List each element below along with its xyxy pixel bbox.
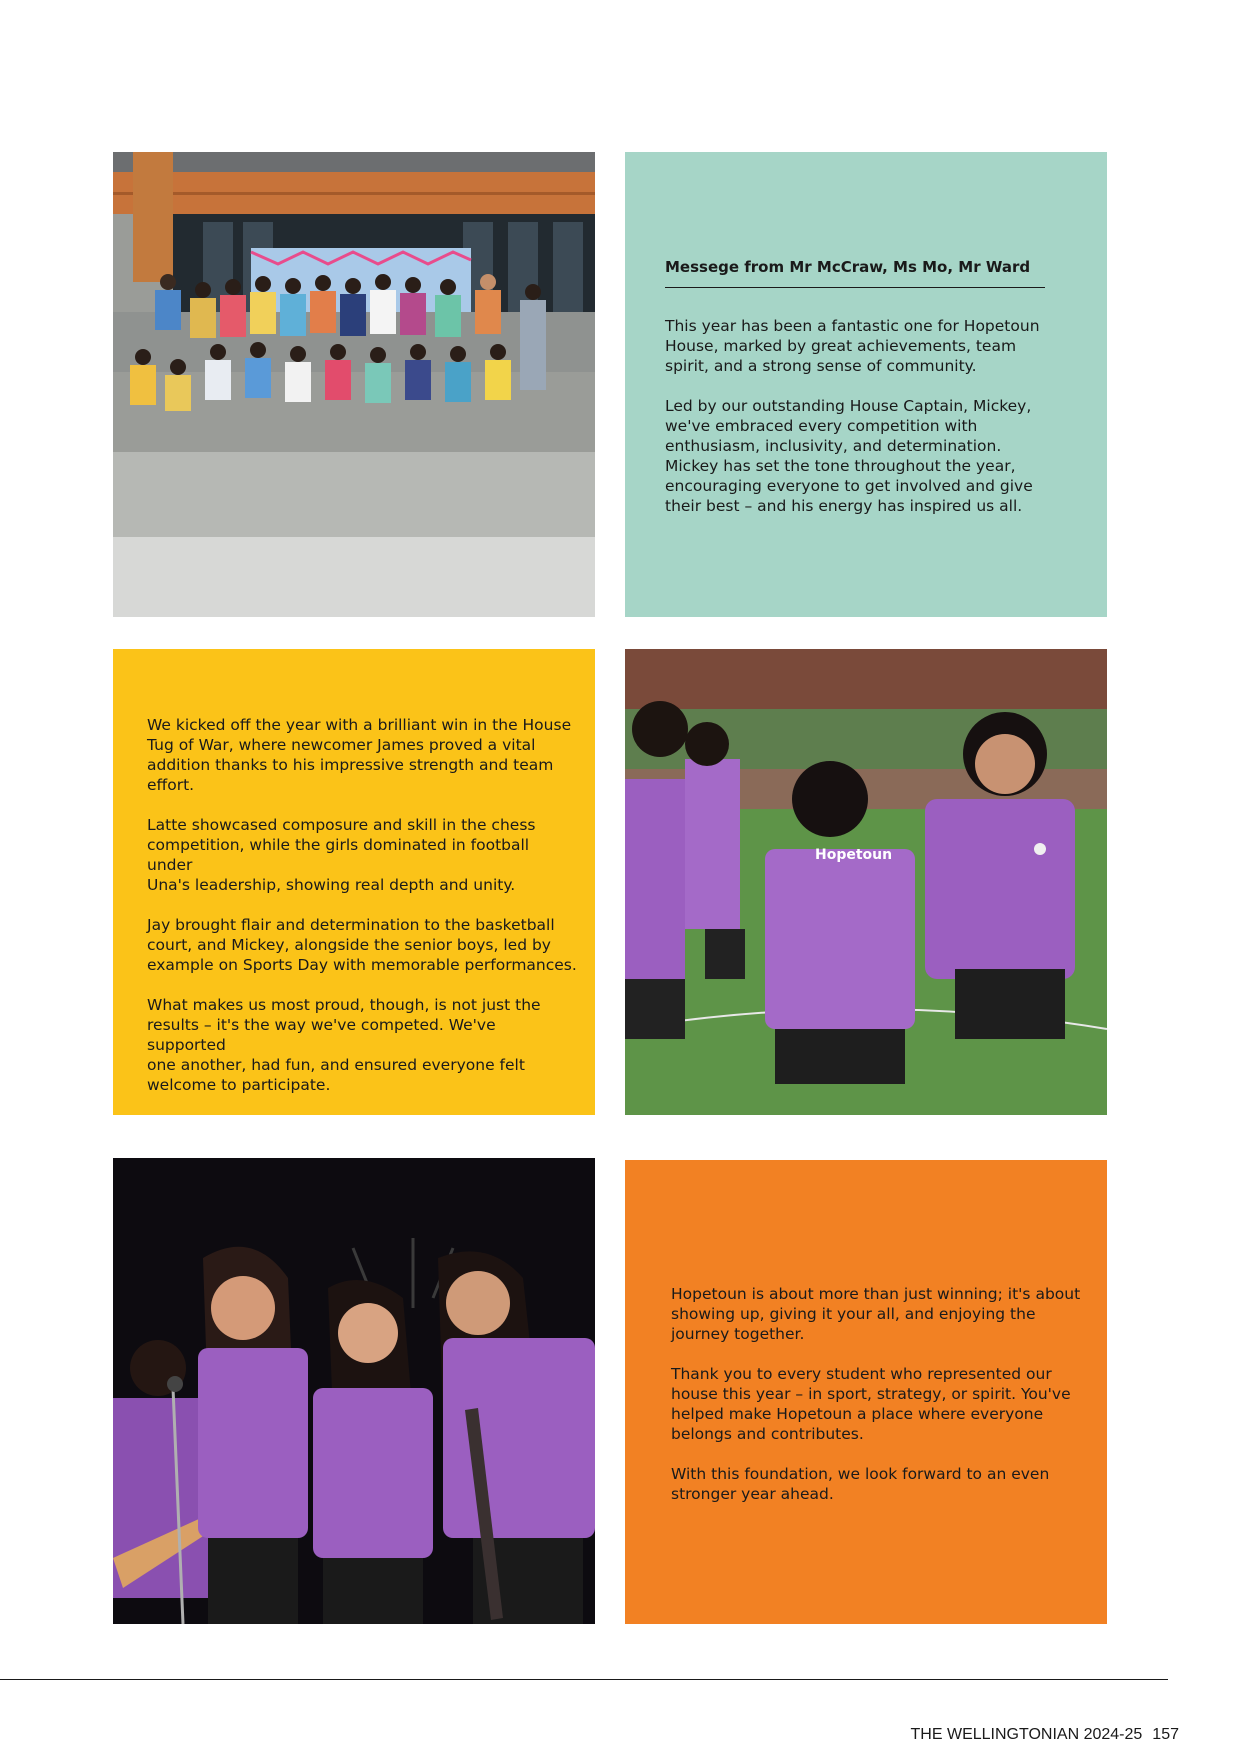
- achievements-paragraph: We kicked off the year with a brilliant win in the House Tug of War, where newcomer James proved a vital addition thanks to his impressive strength and team effort.: [147, 716, 572, 794]
- footer-divider: [0, 1679, 1168, 1680]
- message-heading: Messege from Mr McCraw, Ms Mo, Mr Ward: [665, 258, 1031, 276]
- message-paragraph: Led by our outstanding House Captain, Mickey, we've embraced every competition with enthusiasm, inclusivity, and determination. Mickey has set the tone throughout the year, encouraging everyone to get involved and give their best – and his energy has inspired us all.: [665, 397, 1033, 515]
- achievements-paragraph: What makes us most proud, though, is not just the results – it's the way we've competed. We've supported one another, had fun, and ensured everyone felt welcome to participate.: [147, 996, 541, 1094]
- achievements-paragraph: Latte showcased composure and skill in the chess competition, while the girls dominated in football under Una's leadership, showing real depth and unity.: [147, 816, 536, 894]
- performance-photo: [113, 1158, 595, 1624]
- closing-paragraph: Hopetoun is about more than just winning; it's about showing up, giving it your all, and enjoying the journey together.: [671, 1285, 1081, 1343]
- achievements-panel: [113, 649, 595, 1115]
- closing-paragraph: Thank you to every student who represented our house this year – in sport, strategy, or spirit. You've helped make Hopetoun a place where everyone belongs and contributes.: [671, 1365, 1071, 1443]
- group-photo-panel: [113, 152, 595, 617]
- message-panel: [625, 152, 1107, 617]
- closing-panel: [625, 1160, 1107, 1624]
- achievements-paragraph: Jay brought flair and determination to the basketball court, and Mickey, alongside the senior boys, led by example on Sports Day with memorable performances.: [147, 916, 577, 974]
- closing-paragraph: With this foundation, we look forward to an even stronger year ahead.: [671, 1465, 1050, 1503]
- page-footer: [911, 1726, 1179, 1744]
- sports-photo-panel: [625, 649, 1107, 1115]
- group-photo: [113, 152, 595, 617]
- achievements-text: [147, 715, 577, 1115]
- performance-photo-panel: [113, 1158, 595, 1624]
- page-number: 157: [1152, 1726, 1179, 1743]
- message-text: [665, 257, 1075, 536]
- sports-photo: [625, 649, 1107, 1115]
- publication-title: THE WELLINGTONIAN 2024-25: [910, 1726, 1143, 1743]
- heading-divider: [665, 287, 1045, 288]
- closing-text: [671, 1284, 1091, 1524]
- shirt-text: Hopetoun: [815, 847, 893, 863]
- message-paragraph: This year has been a fantastic one for Hopetoun House, marked by great achievements, team spirit, and a strong sense of community.: [665, 317, 1040, 375]
